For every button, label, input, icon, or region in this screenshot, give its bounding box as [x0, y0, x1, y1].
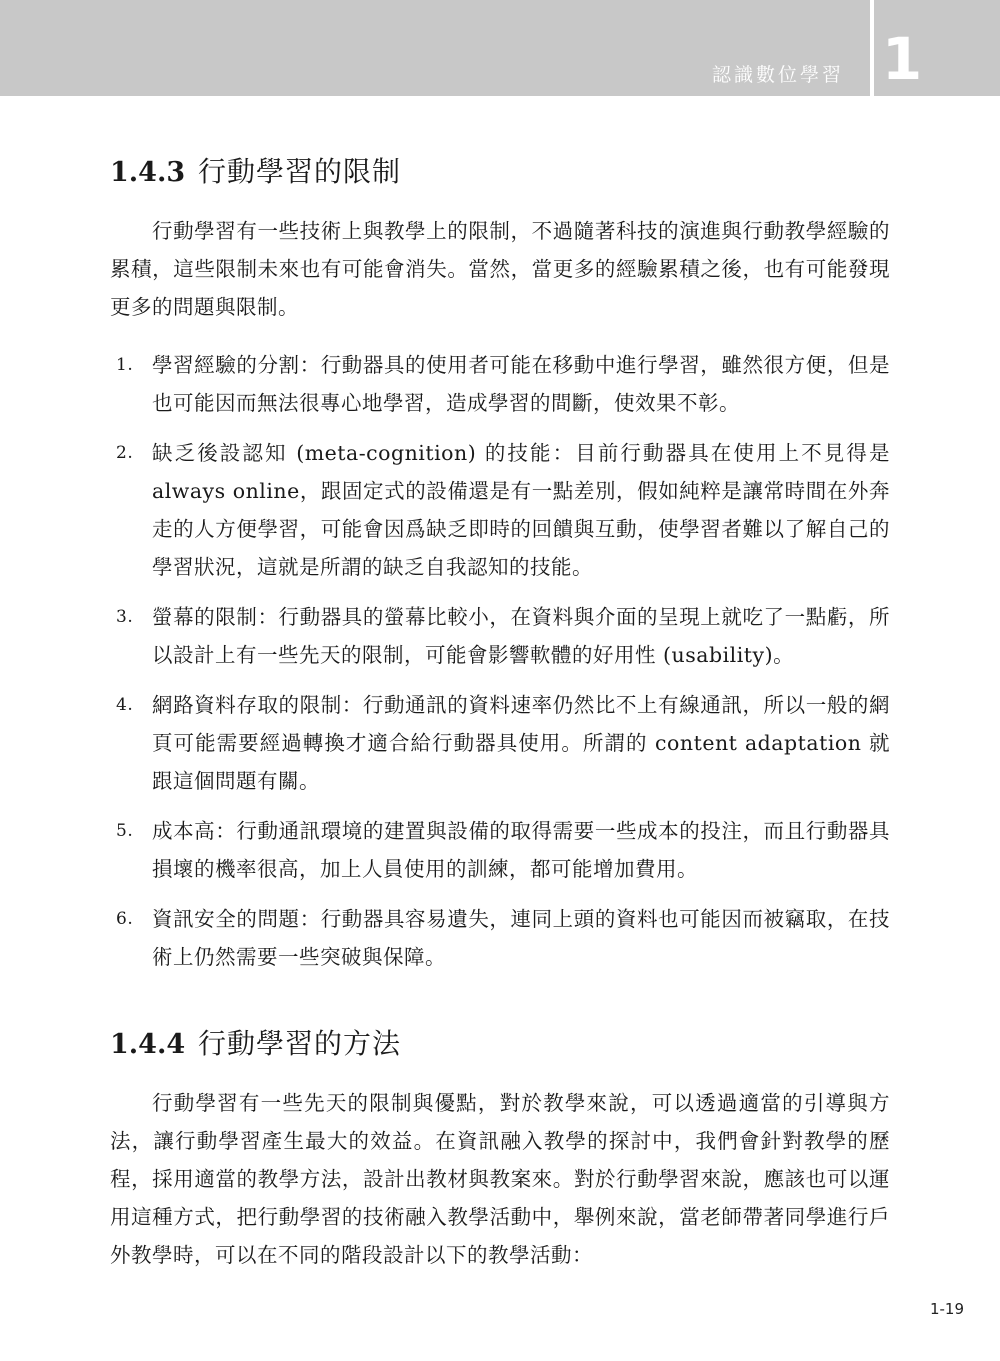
list-item-number: 2. [116, 443, 134, 463]
section-title: 行動學習的方法 [198, 1027, 402, 1060]
list-item-number: 6. [116, 909, 134, 929]
section-number: 1.4.4 [110, 1029, 186, 1060]
list-item-number: 5. [116, 821, 134, 841]
chapter-number: 1 [881, 25, 923, 93]
list-item-text: 網路資料存取的限制：行動通訊的資料速率仍然比不上有線通訊，所以一般的網頁可能需要經過轉換才適合給行動器具使用。所謂的 content adaptation 就跟這個問題有關。 [152, 693, 890, 793]
list-item-text: 缺乏後設認知 (meta-cognition) 的技能：目前行動器具在使用上不見得是 always online，跟固定式的設備還是有一點差別，假如純粹是讓常時間在外奔走的人方便學習，可能會因爲缺乏即時的回饋與互動，使學習者難以了解自己的學習狀況，這就是所謂的缺乏自我認知的技能。 [152, 441, 890, 579]
page-number: 1-19 [929, 1300, 964, 1318]
section-intro-paragraph: 行動學習有一些技術上與教學上的限制，不過隨著科技的演進與行動教學經驗的累積，這些限制未來也有可能會消失。當然，當更多的經驗累積之後，也有可能發現更多的問題與限制。 [110, 219, 890, 319]
list-item-text: 成本高：行動通訊環境的建置與設備的取得需要一些成本的投注，而且行動器具損壞的機率很高，加上人員使用的訓練，都可能增加費用。 [152, 819, 890, 881]
list-item-text: 學習經驗的分割：行動器具的使用者可能在移動中進行學習，雖然很方便，但是也可能因而無法很專心地學習，造成學習的間斷，使效果不彰。 [152, 353, 890, 415]
section-heading-1-4-4 [110, 1022, 890, 1062]
list-item [110, 598, 890, 674]
list-item-text: 螢幕的限制：行動器具的螢幕比較小，在資料與介面的呈現上就吃了一點虧，所以設計上有一些先天的限制，可能會影響軟體的好用性 (usability)。 [152, 605, 890, 667]
list-item [110, 812, 890, 888]
list-item [110, 434, 890, 586]
section-intro-paragraph: 行動學習有一些先天的限制與優點，對於教學來說，可以透過適當的引導與方法，讓行動學習產生最大的效益。在資訊融入教學的探討中，我們會針對教學的歷程，採用適當的教學方法，設計出教材與教案來。對於行動學習來說，應該也可以運用這種方式，把行動學習的技術融入教學活動中，舉例來說，當老師帶著同學進行戶外教學時，可以在不同的階段設計以下的教學活動： [110, 1091, 890, 1267]
list-item [110, 686, 890, 800]
list-item-number: 4. [116, 695, 134, 715]
section-heading-1-4-3 [110, 150, 890, 190]
header-band [0, 0, 1000, 96]
section-title: 行動學習的限制 [198, 155, 402, 188]
list-item-number: 3. [116, 607, 134, 627]
list-item-number: 1. [116, 355, 134, 375]
page-content [110, 140, 890, 1274]
list-item-text: 資訊安全的問題：行動器具容易遺失，連同上頭的資料也可能因而被竊取，在技術上仍然需要一些突破與保障。 [152, 907, 890, 969]
running-title: 認識數位學習 [711, 64, 844, 86]
section-number: 1.4.3 [110, 157, 186, 188]
list-item [110, 900, 890, 976]
list-item [110, 346, 890, 422]
limitations-list [110, 346, 890, 976]
